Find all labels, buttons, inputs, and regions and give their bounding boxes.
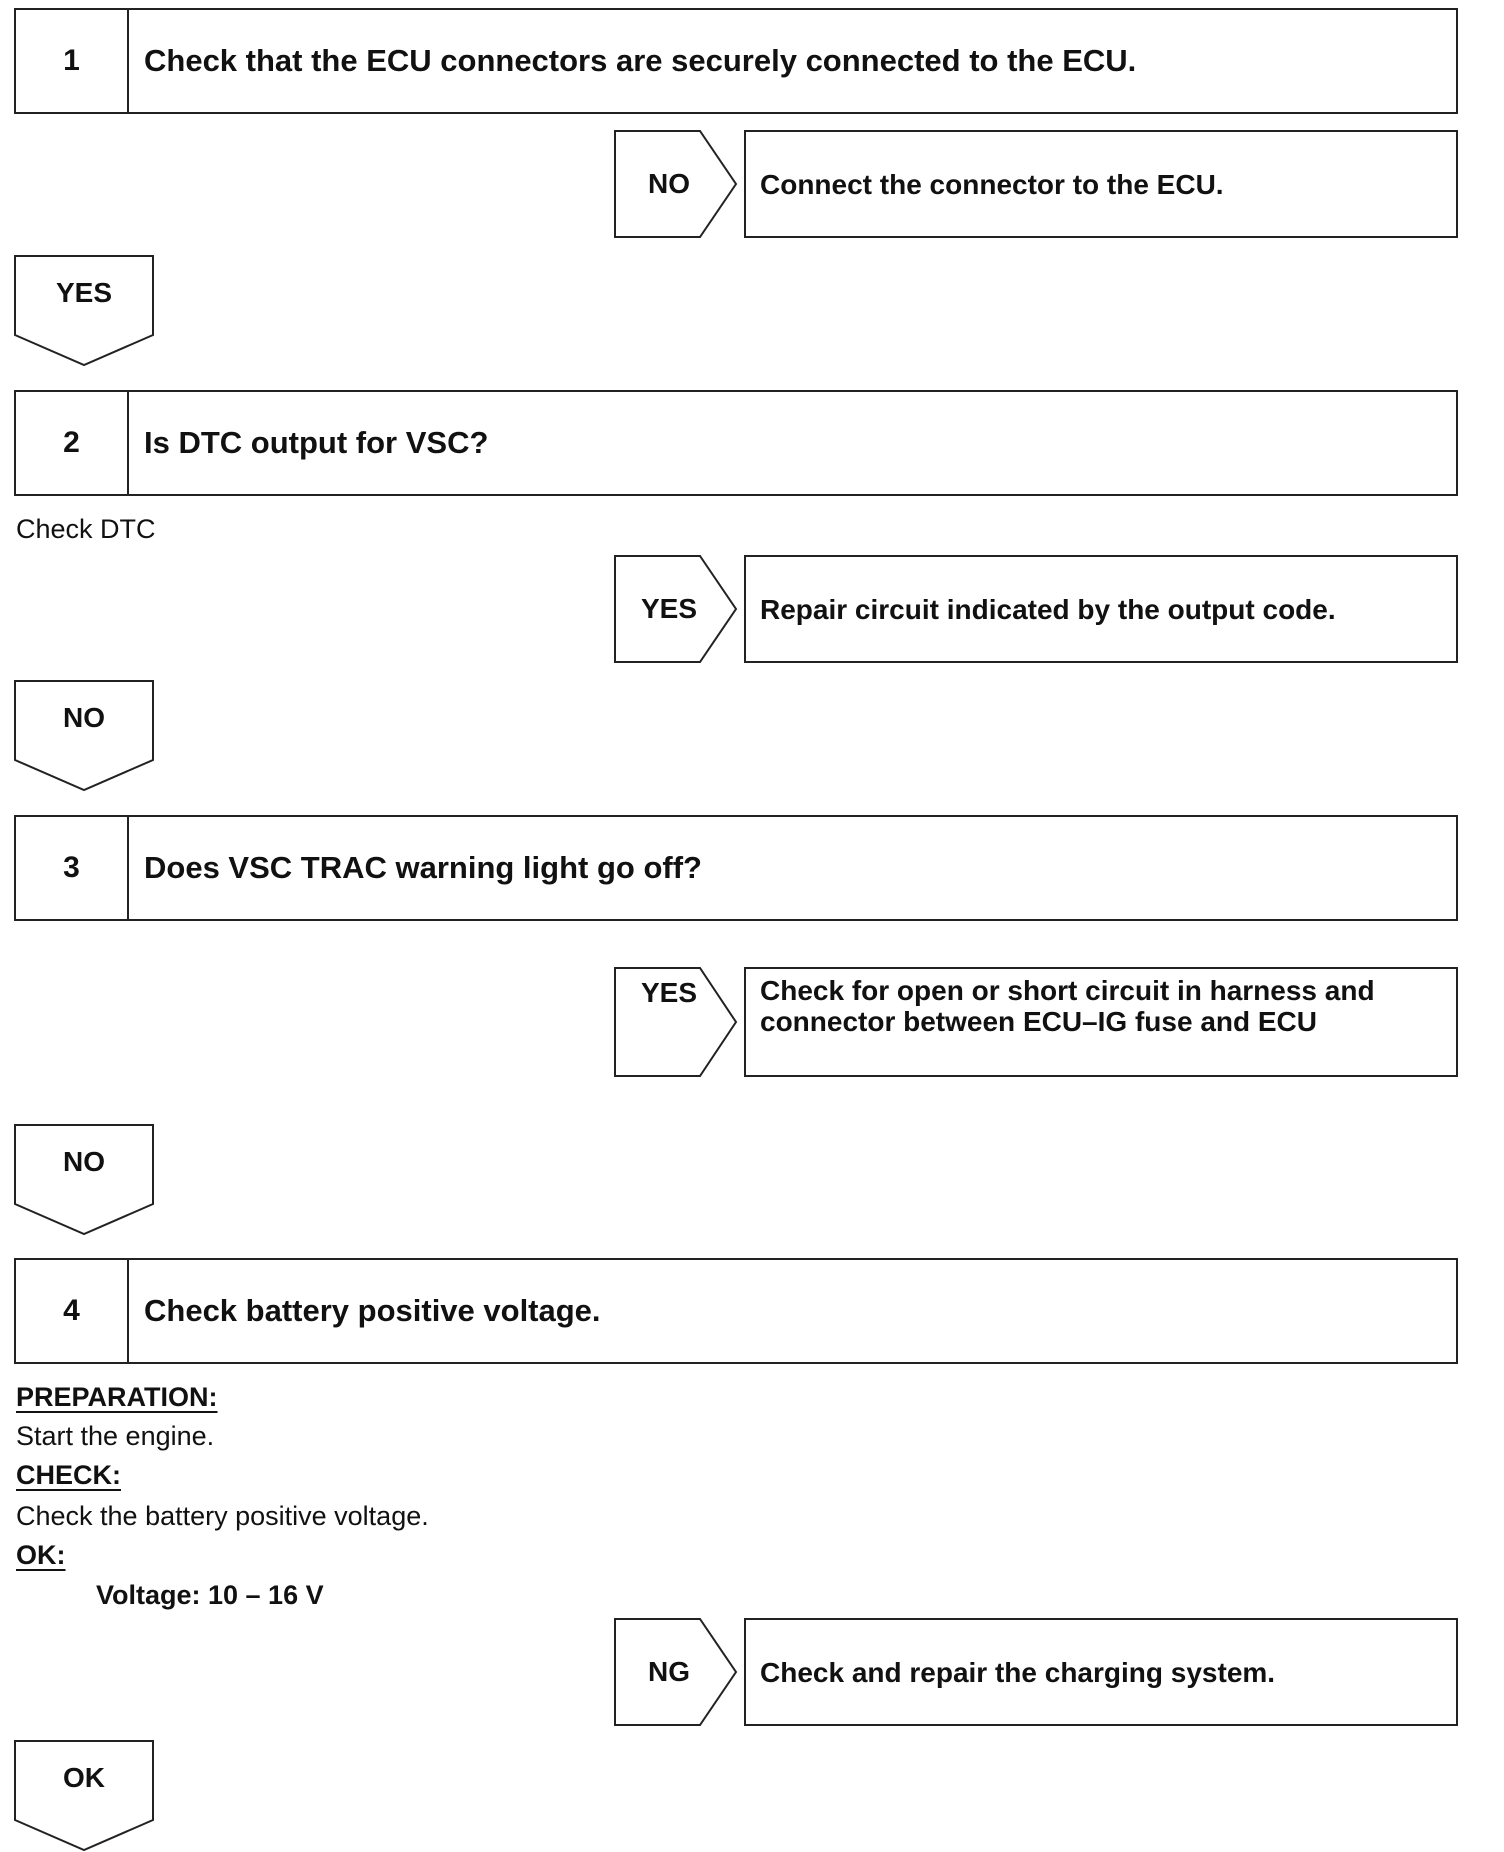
branch-result: Check and repair the charging system. bbox=[744, 1618, 1458, 1726]
branch-step-4-ng bbox=[614, 1618, 1460, 1726]
step-question: Is DTC output for VSC? bbox=[144, 425, 489, 460]
branch-step-2-yes bbox=[614, 555, 1460, 663]
right-arrow-icon bbox=[614, 967, 738, 1075]
branch-label: YES bbox=[640, 593, 698, 624]
step-question: Check battery positive voltage. bbox=[144, 1293, 601, 1328]
check-text: Check the battery positive voltage. bbox=[16, 1501, 429, 1531]
branch-label: NO bbox=[648, 168, 690, 199]
branch-result: Check for open or short circuit in harness and connector between ECU–IG fuse and ECU bbox=[744, 967, 1458, 1077]
continue-label: YES bbox=[55, 277, 113, 308]
step-number: 1 bbox=[16, 10, 129, 112]
continue-yes-1 bbox=[14, 255, 154, 367]
step-number: 4 bbox=[16, 1260, 129, 1362]
continue-ok-4 bbox=[14, 1740, 154, 1852]
check-heading: CHECK: bbox=[16, 1460, 121, 1490]
branch-label: YES bbox=[640, 977, 698, 1008]
step-1-box bbox=[14, 8, 1458, 114]
branch-step-1-no bbox=[614, 130, 1460, 238]
ok-heading: OK: bbox=[16, 1540, 66, 1570]
branch-step-3-yes bbox=[614, 967, 1460, 1077]
step-3-box bbox=[14, 815, 1458, 921]
right-arrow-icon bbox=[614, 555, 738, 663]
preparation-text: Start the engine. bbox=[16, 1421, 215, 1451]
preparation-heading: PREPARATION: bbox=[16, 1382, 218, 1412]
step-2-note: Check DTC bbox=[16, 514, 156, 544]
branch-label: NG bbox=[648, 1656, 690, 1687]
continue-label: NO bbox=[63, 702, 105, 733]
step-2-box bbox=[14, 390, 1458, 496]
right-arrow-icon bbox=[614, 130, 738, 238]
step-number: 2 bbox=[16, 392, 129, 494]
right-arrow-icon bbox=[614, 1618, 738, 1726]
branch-result: Repair circuit indicated by the output code. bbox=[744, 555, 1458, 663]
branch-result: Connect the connector to the ECU. bbox=[744, 130, 1458, 238]
continue-no-2 bbox=[14, 680, 154, 792]
step-question: Does VSC TRAC warning light go off? bbox=[144, 850, 702, 885]
step-question: Check that the ECU connectors are securely connected to the ECU. bbox=[144, 43, 1137, 78]
step-4-box bbox=[14, 1258, 1458, 1364]
continue-label: NO bbox=[63, 1146, 105, 1177]
continue-label: OK bbox=[63, 1762, 105, 1793]
step-number: 3 bbox=[16, 817, 129, 919]
continue-no-3 bbox=[14, 1124, 154, 1236]
ok-spec: Voltage: 10 – 16 V bbox=[96, 1580, 324, 1610]
